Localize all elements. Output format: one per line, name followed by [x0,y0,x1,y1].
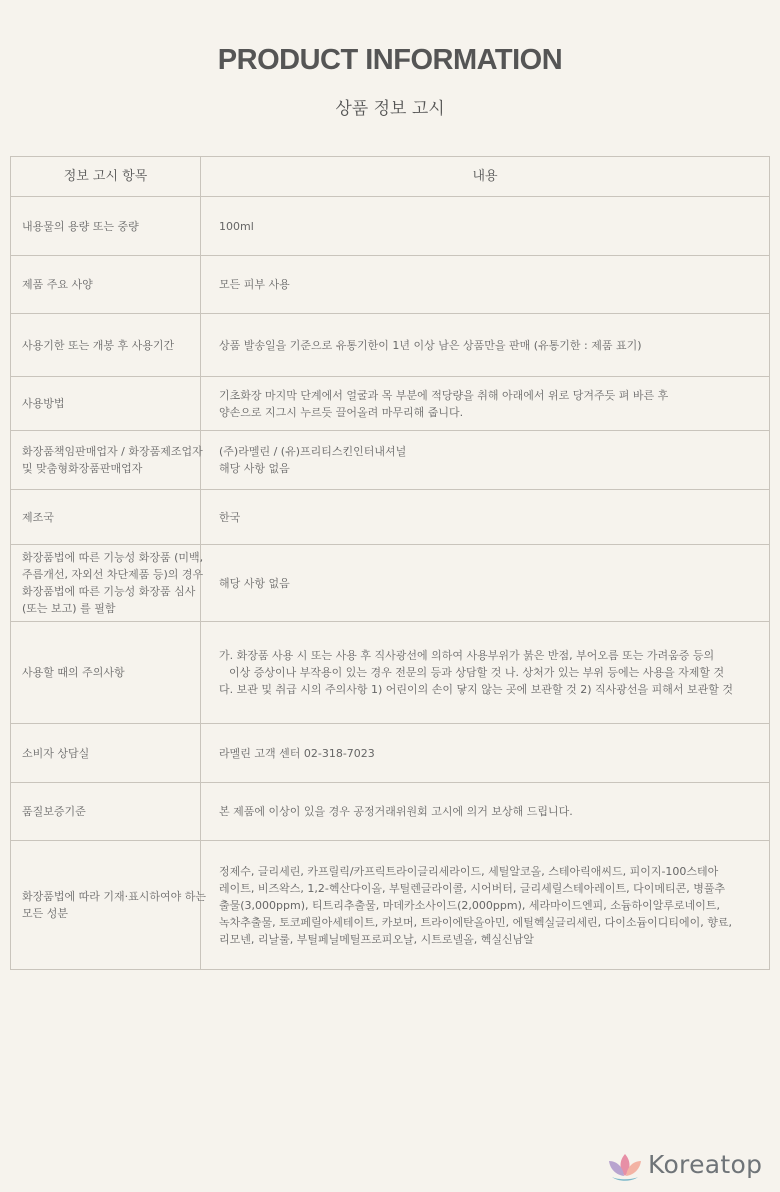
row-value-line: 다. 보관 및 취급 시의 주의사항 1) 어린이의 손이 닿지 않는 곳에 보관할 것 2) 직사광선을 피해서 보관할 것 [219,683,734,696]
row-label [11,724,201,783]
row-value-line: 가. 화장품 사용 시 또는 사용 후 직사광선에 의하여 사용부위가 붉은 반점, 부어오름 또는 가려움증 등의 [219,649,715,662]
column-header-value: 내용 [201,157,770,197]
row-label-line: 사용기한 또는 개봉 후 사용기간 [22,338,175,352]
table-row [11,256,770,314]
brand-name: Koreatop [648,1150,763,1179]
row-value-line: 상품 발송일을 기준으로 유통기한이 1년 이상 남은 상품만을 판매 (유통기한 : 제품 표기) [219,338,642,352]
row-value-line: 해당 사항 없음 [219,462,290,475]
row-label [11,377,201,431]
row-label-line: 화장품법에 따른 기능성 화장품 심사 [22,585,196,598]
koreatop-logo [606,1150,776,1184]
row-label-line: 품질보증기준 [22,805,86,818]
row-label [11,783,201,841]
row-value-line: 양손으로 지그시 누르듯 끌어올려 마무리해 줍니다. [219,405,464,419]
row-value [201,256,770,314]
row-label-line: 소비자 상담실 [22,746,90,760]
row-label [11,431,201,490]
row-value [201,197,770,256]
row-value-line: 라멜린 고객 센터 02-318-7023 [219,746,375,760]
table-row [11,197,770,256]
row-value-line: 이상 증상이나 부작용이 있는 경우 전문의 등과 상담할 것 나. 상처가 있는 부위 등에는 사용을 자제할 것 [229,666,725,679]
row-label [11,841,207,970]
table-row [11,622,770,724]
row-value [201,431,770,490]
page-subtitle: 상품 정보 고시 [335,99,445,119]
row-label [11,256,201,314]
table-row [11,490,770,545]
row-value [201,314,770,377]
row-value-line: 출물(3,000ppm), 티트리추출물, 마데카소사이드(2,000ppm), 세라마이드엔피, 소듐하이알루로네이트, [219,898,721,912]
row-value [201,545,770,622]
row-value-line: 녹차추출물, 토코페릴아세테이트, 카보머, 트라이에탄올아민, 에틸헥실글리세린, 다이소듐이디티에이, 향료, [219,915,732,929]
row-label-line: 제조국 [22,510,54,524]
row-label-line: 및 맞춤형화장품판매업자 [22,462,143,475]
row-value-line: (주)라멜린 / (유)프리티스킨인터내셔널 [219,445,407,458]
row-value-line: 한국 [219,510,241,524]
row-value [201,724,770,783]
row-value-line: 레이트, 비즈왁스, 1,2-헥산다이올, 부틸렌글라이콜, 시어버터, 글리세릴스테아레이트, 다이메티콘, 병풀추 [219,881,726,895]
row-label [11,314,201,377]
row-value-line: 리모넨, 리날룰, 부틸페닐메틸프로피오날, 시트로넬올, 헥실신남알 [219,932,534,946]
row-value [201,841,770,970]
row-label [11,545,204,622]
row-label-line: 주름개선, 자외선 차단제품 등)의 경우 [22,568,204,581]
table-row [11,724,770,783]
table-row [11,377,770,431]
row-label-line: (또는 보고) 를 필함 [22,602,116,615]
row-label [11,490,201,545]
row-value-line: 기초화장 마지막 단계에서 얼굴과 목 부분에 적당량을 취해 아래에서 위로 당겨주듯 펴 바른 후 [219,388,669,402]
row-value [201,377,770,431]
row-value [201,783,770,841]
table-row [11,545,770,622]
row-label-line: 내용물의 용량 또는 중량 [22,219,139,233]
row-label-line: 사용방법 [22,397,65,410]
row-label [11,197,201,256]
table-row [11,841,770,970]
row-label-line: 제품 주요 사양 [22,278,93,291]
row-label-line: 화장품법에 따른 기능성 화장품 (미백, [22,551,204,564]
table-row [11,314,770,377]
row-label-line: 사용할 때의 주의사항 [22,666,125,679]
column-header-label: 정보 고시 항목 [11,157,201,197]
table-header-row [11,157,770,197]
table-row [11,431,770,490]
row-value-line: 본 제품에 이상이 있을 경우 공정거래위원회 고시에 의거 보상해 드립니다. [219,805,573,818]
lotus-icon [606,1152,644,1182]
page-title: PRODUCT INFORMATION [217,44,563,76]
row-value-line: 100ml [219,219,254,233]
row-value-line: 해당 사항 없음 [219,576,290,590]
row-value-line: 정제수, 글리세린, 카프릴릭/카프릭트라이글리세라이드, 세틸알코올, 스테아릭애씨드, 피이지-100스테아 [219,864,719,878]
row-label-line: 화장품법에 따라 기재·표시하여야 하는 [22,890,207,903]
row-label [11,622,201,724]
row-value [201,490,770,545]
row-label-line: 화장품책임판매업자 / 화장품제조업자 [22,445,203,458]
row-value-line: 모든 피부 사용 [219,278,290,291]
row-value [201,622,770,724]
table-row [11,783,770,841]
row-label-line: 모든 성분 [22,907,69,920]
product-info-table [10,156,770,970]
